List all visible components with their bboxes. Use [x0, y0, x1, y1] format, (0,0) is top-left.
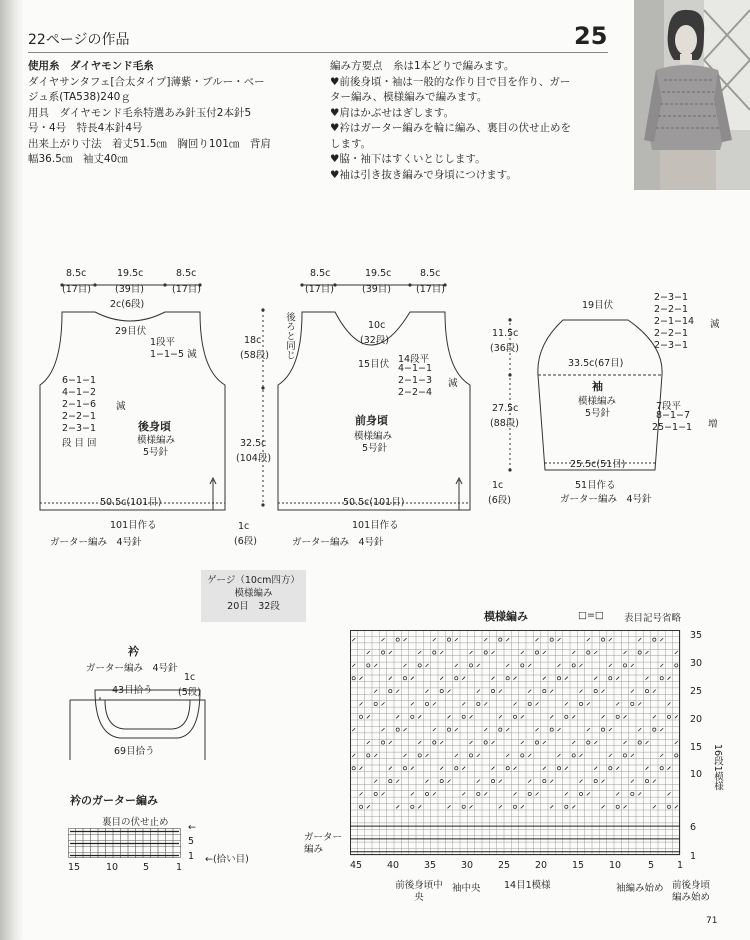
- materials-line: 出来上がり寸法 着丈51.5㎝ 胸回り101㎝ 背肩: [28, 137, 271, 150]
- chart-yarn-over: [477, 702, 480, 705]
- sleeve-length-rows: (88段): [490, 418, 520, 429]
- back-neck-bind: 29目伏: [115, 326, 147, 337]
- chart-row-label: 35: [690, 630, 703, 641]
- collar-pickup-note: ←(拾い目): [205, 854, 249, 865]
- front-top-right: 8.5c: [420, 268, 441, 279]
- chart-yarn-over: [440, 780, 443, 783]
- chart-yarn-over: [506, 767, 509, 770]
- instruction-line: 編み方要点 糸は1本どりで編みます。: [330, 60, 515, 72]
- back-top-right-st: (17目): [172, 284, 202, 295]
- chart-yarn-over: [521, 664, 524, 667]
- chart-yarn-over: [660, 767, 663, 770]
- project-number: 25: [574, 22, 608, 50]
- chart-yarn-over: [631, 702, 634, 705]
- chart-yarn-over: [425, 792, 428, 795]
- materials-line: ダイヤサンタフェ[合太タイプ]薄紫・ブルー・ベー: [28, 75, 265, 88]
- front-neck-dec: 2−2−4: [398, 387, 433, 398]
- chart-yarn-over: [601, 728, 604, 731]
- back-top-left-st: (17目): [62, 284, 92, 295]
- sleeve-cap-rows: (36段): [490, 343, 520, 354]
- collar-col-num: 10: [106, 862, 119, 873]
- sleeve-inc: 25−1−1: [652, 422, 693, 433]
- chart-yarn-over: [433, 651, 436, 654]
- instruction-line: ♥袖は引き抜き編みで身頃につけます。: [330, 168, 517, 181]
- chart-yarn-over: [506, 677, 509, 680]
- sleeve-cap-dec: 2−1−14: [654, 316, 695, 327]
- instruction-line: ター編み、模様編みで編みます。: [330, 91, 488, 103]
- chart-yarn-over: [477, 792, 480, 795]
- chart-yarn-over: [609, 677, 612, 680]
- chart-yarn-over: [565, 715, 568, 718]
- chart-yarn-over: [667, 715, 670, 718]
- chart-yarn-over: [462, 805, 465, 808]
- collar-garter-title: 衿のガーター編み: [70, 794, 158, 807]
- front-neck-dec: 4−1−1: [398, 363, 433, 374]
- chart-yarn-over: [594, 780, 597, 783]
- collar-garter-grid: [68, 828, 183, 860]
- chart-yarn-over: [469, 754, 472, 757]
- chart-yarn-over: [543, 780, 546, 783]
- collar-arrow-top: ←: [188, 822, 196, 833]
- collar-row-num: 5: [188, 836, 195, 847]
- chart-col-label: 15: [572, 860, 585, 871]
- chart-title: 模様編み: [484, 610, 528, 623]
- chart-repeat-rows: 16段1模様: [712, 744, 723, 791]
- chart-yarn-over: [389, 690, 392, 693]
- chart-col-label: 1: [677, 860, 684, 871]
- chart-yarn-over: [381, 651, 384, 654]
- sleeve-cap-dec: 2−3−1: [654, 292, 689, 303]
- chart-row-label: 20: [690, 714, 703, 725]
- sleeve-cuff: 25.5c(51目): [570, 459, 626, 470]
- chart-yarn-over: [425, 702, 428, 705]
- chart-yarn-over: [557, 767, 560, 770]
- chart-border: [351, 631, 680, 855]
- chart-grid-lines: [350, 630, 680, 855]
- body-total-rows: (104段): [236, 453, 272, 464]
- chart-yarn-over: [469, 664, 472, 667]
- instruction-line: ♥脇・袖下はすくいとじします。: [330, 153, 486, 165]
- chart-col-label: 35: [424, 860, 437, 871]
- chart-col-label: 25: [498, 860, 511, 871]
- collar-sub: ガーター編み 4号針: [86, 663, 178, 674]
- chart-yarn-over: [543, 690, 546, 693]
- chart-yarn-over: [616, 715, 619, 718]
- chart-yarn-over: [528, 792, 531, 795]
- chart-yarn-over: [403, 767, 406, 770]
- front-same-as-back: 後ろと同じ: [284, 312, 295, 360]
- back-arm-dec: 2−1−6: [62, 399, 97, 410]
- chart-yarn-over: [623, 754, 626, 757]
- collar-pick-front: 43目拾う: [112, 685, 153, 696]
- collar-col-num: 15: [68, 862, 81, 873]
- back-top-mid-st: (39目): [115, 284, 145, 295]
- chart-body-start: 前後身頃編み始め: [672, 880, 711, 903]
- chart-yarn-over: [462, 715, 465, 718]
- chart-yarn-over: [638, 741, 641, 744]
- chart-yarn-over: [396, 638, 399, 641]
- front-width: 50.5c(101目): [343, 497, 405, 508]
- chart-yarn-over: [565, 805, 568, 808]
- chart-row-label: 1: [690, 851, 697, 862]
- body-upper-height: 18c: [244, 335, 262, 346]
- sleeve-hem: 1c: [492, 480, 504, 491]
- chart-yarn-over: [623, 664, 626, 667]
- chart-yarn-over: [638, 651, 641, 654]
- chart-yarn-over: [374, 702, 377, 705]
- chart-col-label: 10: [609, 860, 622, 871]
- back-arm-dec: 2−2−1: [62, 411, 97, 422]
- chart-col-label: 5: [648, 860, 655, 871]
- chart-yarn-over: [447, 638, 450, 641]
- instruction-line: します。: [330, 137, 372, 150]
- materials-line: 幅36.5㎝ 袖丈40㎝: [28, 153, 128, 165]
- stitch-chart-grid: [350, 630, 685, 860]
- chart-row-label: 15: [690, 742, 703, 753]
- chart-front-center: 前後身頃中央: [395, 880, 443, 903]
- collar-height: 1c: [184, 672, 196, 683]
- chart-yarn-over: [579, 702, 582, 705]
- materials-line: 使用糸 ダイヤモンド毛糸: [28, 60, 154, 72]
- back-neck-flat: 1段平: [150, 337, 176, 348]
- sleeve-cap-height: 11.5c: [492, 328, 519, 339]
- sleeve-cap-mark: 減: [710, 319, 720, 330]
- chart-yarn-over: [418, 664, 421, 667]
- footer-page-number: 71: [706, 916, 718, 926]
- back-arm-dec-head: 段 目 回: [62, 438, 97, 449]
- chart-yarn-over: [367, 754, 370, 757]
- chart-col-label: 30: [461, 860, 474, 871]
- chart-yarn-over: [587, 741, 590, 744]
- chart-yarn-over: [396, 728, 399, 731]
- chart-yarn-over: [572, 754, 575, 757]
- materials-line: 用具 ダイヤモンド毛糸特選あみ針玉付2本針5: [28, 106, 252, 119]
- chart-row-label: 10: [690, 769, 703, 780]
- collar-pickup-text: (拾い目): [212, 854, 249, 865]
- chart-yarn-over: [513, 715, 516, 718]
- back-arm-dec-mark: 減: [116, 401, 126, 412]
- chart-yarn-overs: [352, 638, 678, 808]
- chart-yarn-over: [572, 664, 575, 667]
- chart-yarn-over: [403, 677, 406, 680]
- chart-yarn-over: [550, 728, 553, 731]
- materials-line: ジュ系(TA538)240ｇ: [28, 91, 131, 103]
- front-neck-depth-rows: (32段): [360, 335, 390, 346]
- front-pattern: 模様編み: [354, 431, 393, 442]
- front-top-mid-st: (39目): [362, 284, 392, 295]
- chart-legend: 表目記号省略: [624, 613, 682, 624]
- chart-col-label: 20: [535, 860, 548, 871]
- sleeve-cap-dec: 2−2−1: [654, 304, 689, 315]
- chart-yarn-over: [455, 767, 458, 770]
- chart-row-label: 25: [690, 686, 703, 697]
- chart-stitch-symbols: [352, 638, 678, 808]
- front-cast-on: 101目作る: [352, 520, 399, 531]
- sleeve-inc: 8−1−7: [656, 410, 691, 421]
- back-arm-dec: 2−3−1: [62, 423, 97, 434]
- chart-yarn-over: [653, 728, 656, 731]
- body-total-height: 32.5c: [240, 438, 267, 449]
- chart-yarn-over: [660, 677, 663, 680]
- sleeve-length: 27.5c: [492, 403, 519, 414]
- sleeve-width: 33.5c(67目): [568, 358, 624, 369]
- body-hem-rows: (6段): [234, 536, 257, 547]
- chart-yarn-over: [352, 677, 355, 680]
- chart-yarn-over: [359, 715, 362, 718]
- front-piece-name: 前身頃: [355, 414, 388, 427]
- sleeve-garter: ガーター編み 4号針: [560, 494, 652, 505]
- gauge-value: 20目 32段: [227, 601, 280, 612]
- chart-yarn-over: [499, 638, 502, 641]
- sleeve-cap-dec: 2−2−1: [654, 328, 689, 339]
- chart-yarn-over: [499, 728, 502, 731]
- chart-yarn-over: [455, 677, 458, 680]
- chart-yarn-over: [359, 805, 362, 808]
- sleeve-piece-name: 袖: [592, 380, 603, 393]
- chart-yarn-over: [484, 651, 487, 654]
- back-top-right: 8.5c: [176, 268, 197, 279]
- front-neck-bind: 15目伏: [358, 359, 390, 370]
- chart-row-label: 30: [690, 658, 703, 669]
- collar-col-num: 5: [143, 862, 150, 873]
- chart-yarn-over: [631, 792, 634, 795]
- collar-height-rows: (5段): [178, 687, 201, 698]
- chart-yarn-over: [594, 690, 597, 693]
- chart-yarn-over: [675, 754, 678, 757]
- sleeve-hem-rows: (6段): [488, 495, 511, 506]
- chart-yarn-over: [535, 651, 538, 654]
- chart-yarn-over: [440, 690, 443, 693]
- chart-yarn-over: [528, 702, 531, 705]
- front-needle: 5号針: [362, 443, 388, 454]
- chart-yarn-over: [374, 792, 377, 795]
- chart-repeat-sts: 14目1模様: [504, 880, 551, 891]
- chart-yarn-over: [587, 651, 590, 654]
- sleeve-inc-flat: 7段平: [656, 401, 682, 412]
- collar-row-num: 1: [188, 851, 195, 862]
- chart-yarn-over: [550, 638, 553, 641]
- gauge-box: [201, 570, 306, 622]
- back-top-left: 8.5c: [66, 268, 87, 279]
- chart-yarn-over: [352, 767, 355, 770]
- instruction-line: ♥衿はガーター編みを輪に編み、裏目の伏せ止めを: [330, 122, 572, 134]
- chart-yarn-over: [484, 741, 487, 744]
- chart-yarn-over: [411, 715, 414, 718]
- body-upper-rows: (58段): [240, 350, 270, 361]
- front-garter: ガーター編み 4号針: [292, 537, 384, 548]
- back-width: 50.5c(101目): [100, 497, 162, 508]
- chart-sleeve-start: 袖編み始め: [616, 883, 664, 894]
- collar-bind-note: 裏目の伏せ止め: [102, 817, 169, 828]
- chart-yarn-over: [367, 664, 370, 667]
- sleeve-bind: 19目伏: [582, 300, 614, 311]
- back-neck-depth: 2c(6段): [110, 299, 145, 310]
- back-garter: ガーター編み 4号針: [50, 537, 142, 548]
- chart-yarn-over: [609, 767, 612, 770]
- materials-line: 号・4号 特長4本針4号: [28, 122, 143, 134]
- back-arm-dec: 6−1−1: [62, 375, 97, 386]
- chart-yarn-over: [667, 805, 670, 808]
- back-cast-on: 101目作る: [110, 520, 157, 531]
- collar-pick-back: 69目拾う: [114, 746, 155, 757]
- chart-yarn-over: [389, 780, 392, 783]
- front-top-left: 8.5c: [310, 268, 331, 279]
- chart-yarn-over: [557, 677, 560, 680]
- back-neck-dec: 1−1−5 減: [150, 349, 197, 360]
- gauge-pattern: 模様編み: [234, 588, 273, 599]
- chart-yarn-over: [535, 741, 538, 744]
- front-top-right-st: (17目): [416, 284, 446, 295]
- header-title: 22ページの作品: [28, 32, 130, 48]
- chart-yarn-over: [579, 792, 582, 795]
- chart-yarn-over: [491, 780, 494, 783]
- back-top-mid: 19.5c: [117, 268, 144, 279]
- chart-sleeve-center: 袖中央: [452, 883, 481, 894]
- front-neck-flat: 14段平: [398, 354, 430, 365]
- chart-yarn-over: [433, 741, 436, 744]
- sleeve-inc-mark: 増: [708, 419, 718, 430]
- chart-yarn-over: [653, 638, 656, 641]
- chart-yarn-over: [381, 741, 384, 744]
- chart-yarn-over: [645, 780, 648, 783]
- body-hem-height: 1c: [238, 521, 250, 532]
- sleeve-cap-dec: 2−3−1: [654, 340, 689, 351]
- chart-yarn-over: [513, 805, 516, 808]
- chart-yarn-over: [418, 754, 421, 757]
- chart-yarn-over: [447, 728, 450, 731]
- sleeve-pattern: 模様編み: [578, 396, 617, 407]
- back-needle: 5号針: [143, 447, 169, 458]
- back-pattern: 模様編み: [137, 435, 176, 446]
- front-top-left-st: (17目): [305, 284, 335, 295]
- sleeve-needle: 5号針: [585, 408, 611, 419]
- back-piece-name: 後身頃: [138, 420, 171, 433]
- instruction-line: ♥肩はかぶせはぎします。: [330, 106, 455, 119]
- collar-title: 衿: [128, 645, 139, 658]
- chart-yarn-over: [491, 690, 494, 693]
- chart-yarn-over: [521, 754, 524, 757]
- chart-legend-sym: □=□: [578, 610, 604, 621]
- chart-yarn-over: [616, 805, 619, 808]
- sleeve-cast-on: 51目作る: [575, 480, 616, 491]
- chart-yarn-over: [411, 805, 414, 808]
- chart-yarn-over: [645, 690, 648, 693]
- chart-yarn-over: [601, 638, 604, 641]
- front-neck-dec-mark: 減: [448, 378, 458, 389]
- chart-row-label: 6: [690, 822, 697, 833]
- front-top-mid: 19.5c: [365, 268, 392, 279]
- instruction-line: ♥前後身頃・袖は一般的な作り目で目を作り、ガー: [330, 75, 571, 88]
- chart-garter-label: ガーター編み: [304, 832, 343, 855]
- front-neck-depth: 10c: [368, 320, 386, 331]
- back-arm-dec: 4−1−2: [62, 387, 97, 398]
- collar-col-num: 1: [176, 862, 183, 873]
- chart-col-label: 40: [387, 860, 400, 871]
- chart-yarn-over: [675, 664, 678, 667]
- front-neck-dec: 2−1−3: [398, 375, 433, 386]
- chart-col-label: 45: [350, 860, 363, 871]
- gauge-title: ゲージ（10cm四方）: [207, 575, 300, 586]
